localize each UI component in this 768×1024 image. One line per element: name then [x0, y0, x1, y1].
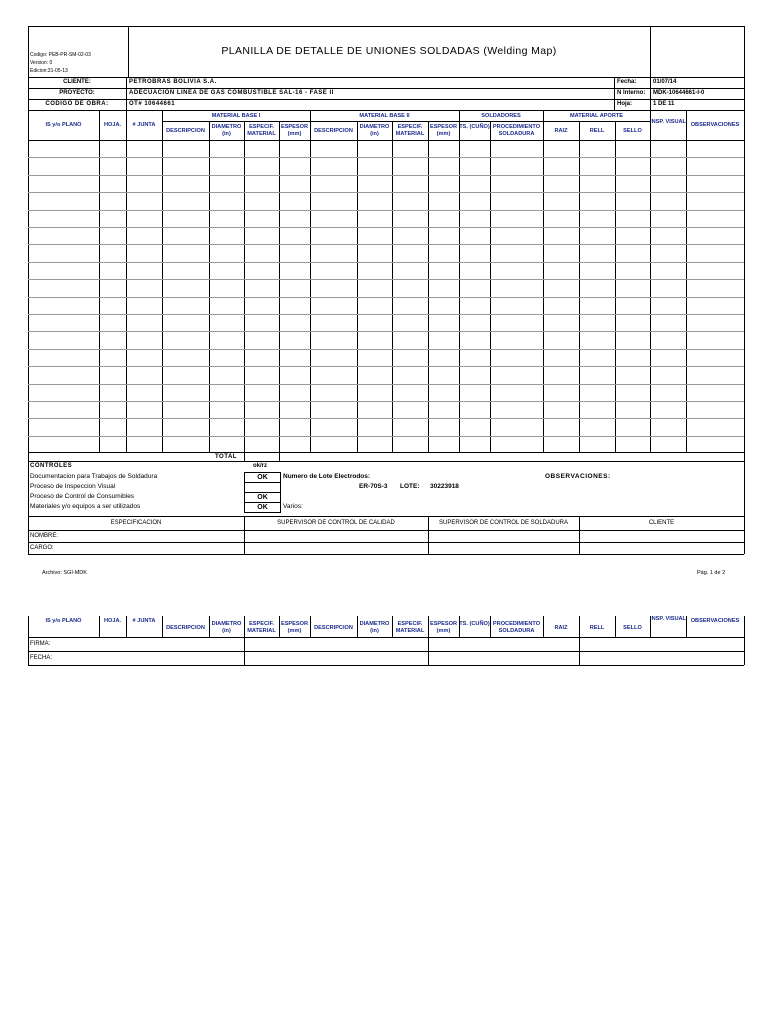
grid-line — [650, 616, 651, 637]
grid-line — [28, 366, 744, 367]
col-is-plano: IS y/o PLANO — [45, 122, 82, 128]
group-material-base-2: MATERIAL BASE II — [359, 113, 410, 119]
grid-line — [209, 616, 210, 637]
sig-header-especificacion: ESPECIFICACION — [110, 520, 162, 526]
grid-line — [357, 140, 358, 452]
col-diametro-1: DIAMETRO (in) — [211, 124, 242, 137]
grid-line — [28, 175, 744, 176]
col-descripcion-2: DESCRIPCION — [314, 128, 353, 134]
col-hoja: HOJA. — [103, 122, 122, 128]
okrz-label: ok/rz — [253, 463, 268, 469]
lote-value: 30223918 — [430, 483, 459, 490]
col-diametro-2: DIAMETRO (in) — [359, 124, 390, 137]
grid-line — [310, 616, 311, 637]
grid-line — [428, 140, 429, 452]
grid-line — [126, 616, 127, 637]
doc-version: Version: 0 — [30, 60, 53, 66]
cargo-label: CARGO: — [30, 545, 54, 551]
col-especif-1: ESPECIF. MATERIAL — [247, 124, 276, 137]
nombre-label: NOMBRE: — [30, 533, 59, 539]
grid-line — [28, 436, 744, 437]
varios-label: Varios: — [283, 503, 303, 510]
grid-line — [279, 452, 280, 461]
total-label: TOTAL — [215, 454, 237, 460]
grid-line — [459, 140, 460, 452]
grid-line — [28, 384, 744, 385]
grid-line — [28, 331, 744, 332]
grid-line — [126, 140, 127, 452]
hoja-label: Hoja: — [617, 101, 632, 107]
observaciones-label: OBSERVACIONES: — [545, 473, 611, 480]
grid-line — [310, 140, 311, 452]
p2-col-raiz: RAIZ — [554, 625, 568, 631]
grid-line — [28, 349, 744, 350]
col-espesor-1: ESPESOR (mm) — [280, 124, 309, 137]
col-junta: # JUNTA — [132, 122, 156, 128]
grid-line — [579, 616, 580, 637]
fecha-label: Fecha: — [617, 79, 637, 85]
interno-label: N Interno: — [617, 90, 646, 96]
grid-line — [244, 140, 245, 452]
grid-line — [615, 140, 616, 452]
codigo-obra-value: OT# 10644661 — [129, 101, 176, 107]
grid-line — [279, 616, 280, 637]
grid-line — [579, 121, 580, 140]
grid-line — [357, 121, 358, 140]
grid-line — [615, 121, 616, 140]
grid-line — [28, 418, 744, 419]
grid-line — [28, 210, 744, 211]
grid-line — [28, 452, 744, 453]
lote-title: Numero de Lote Electrodos: — [283, 473, 371, 480]
grid-line — [28, 297, 744, 298]
grid-line — [162, 140, 163, 452]
grid-line — [28, 192, 744, 193]
grid-line — [392, 140, 393, 452]
grid-line — [126, 110, 127, 140]
control-item-4: Materiales y/o equipos a ser utilizados — [30, 503, 141, 510]
p2-col-especif-1: ESPECIF. MATERIAL — [247, 621, 276, 634]
grid-line — [28, 401, 744, 402]
p2-col-sello: SELLO — [623, 625, 642, 631]
p2-col-observaciones: OBSERVACIONES — [690, 618, 740, 624]
grid-line — [279, 121, 280, 140]
proyecto-value: ADECUACION LINEA DE GAS COMBUSTIBLE SAL-16 - FASE II — [129, 90, 334, 96]
col-especif-2: ESPECIF. MATERIAL — [395, 124, 425, 137]
grid-line — [650, 140, 651, 452]
grid-line — [209, 140, 210, 452]
p2-col-insp-visual: INSP. VISUAL — [650, 616, 686, 622]
col-insp-visual: INSP. VISUAL — [650, 119, 686, 125]
grid-line — [392, 616, 393, 637]
group-material-base-1: MATERIAL BASE I — [211, 113, 261, 119]
sig-header-cliente: CLIENTE — [648, 520, 675, 526]
fecha-value: 01/07/14 — [653, 79, 677, 85]
grid-line — [244, 121, 245, 140]
grid-line — [428, 616, 429, 637]
p2-col-descripcion-2: DESCRIPCION — [314, 625, 353, 631]
control-status-4: OK — [244, 502, 281, 513]
grid-line — [459, 110, 460, 140]
grid-line — [579, 140, 580, 452]
sig-header-calidad: SUPERVISOR DE CONTROL DE CALIDAD — [277, 520, 395, 526]
p2-col-rell: RELL — [589, 625, 605, 631]
p2-col-procedimiento: PROCEDIMIENTO SOLDADURA — [492, 621, 541, 634]
grid-line — [162, 110, 163, 140]
doc-code: Codigo: PEB-PR-SM-02-03 — [30, 52, 91, 58]
grid-line — [686, 140, 687, 452]
grid-line — [28, 314, 744, 315]
grid-line — [28, 244, 744, 245]
p2-col-junta: # JUNTA — [132, 618, 156, 624]
interno-value: MDK-10644661-I-0 — [653, 90, 705, 96]
p2-col-hoja: HOJA. — [103, 618, 122, 624]
group-soldadores: SOLDADORES — [481, 113, 521, 119]
p2-col-espesor-2: ESPESOR (mm) — [429, 621, 458, 634]
col-procedimiento: PROCEDIMIENTO SOLDADURA — [492, 124, 541, 137]
col-descripcion-1: DESCRIPCION — [166, 128, 205, 134]
col-espesor-2: ESPESOR (mm) — [429, 124, 458, 137]
p2-col-diametro-1: DIAMETRO (in) — [211, 621, 242, 634]
grid-line — [244, 616, 245, 637]
grid-line — [28, 157, 744, 158]
codigo-obra-label: CODIGO DE OBRA: — [45, 101, 109, 107]
control-item-1: Documentacion para Trabajos de Soldadura — [30, 473, 158, 480]
p2-col-is-plano: IS y/o PLANO — [45, 618, 82, 624]
control-status-3: OK — [244, 492, 281, 503]
cliente-value: PETROBRAS BOLIVIA S.A. — [129, 79, 217, 85]
col-ts: TS. (CUÑO) — [459, 124, 490, 130]
p2-col-espesor-1: ESPESOR (mm) — [280, 621, 309, 634]
control-item-2: Proceso de Inspeccion Visual — [30, 483, 116, 490]
electrodo-value: ER-70S-3 — [359, 483, 388, 490]
controles-title: CONTROLES — [30, 463, 73, 469]
grid-line — [357, 616, 358, 637]
col-raiz: RAIZ — [554, 128, 568, 134]
doc-edition: Edicion:31-05-13 — [30, 68, 68, 74]
grid-line — [686, 616, 687, 637]
grid-line — [686, 110, 687, 140]
grid-line — [209, 121, 210, 140]
grid-line — [459, 616, 460, 637]
p2-col-diametro-2: DIAMETRO (in) — [359, 621, 390, 634]
grid-line — [490, 140, 491, 452]
col-sello: SELLO — [623, 128, 642, 134]
fecha-sig-label: FECHA: — [30, 655, 53, 661]
grid-line — [28, 227, 744, 228]
grid-line — [490, 121, 491, 140]
grid-line — [28, 279, 744, 280]
control-item-3: Proceso de Control de Consumibles — [30, 493, 135, 500]
grid-line — [310, 110, 311, 140]
grid-line — [99, 140, 100, 452]
grid-line — [490, 616, 491, 637]
page-title: PLANILLA DE DETALLE DE UNIONES SOLDADAS (Welding Map) — [221, 45, 557, 57]
grid-line — [244, 452, 245, 461]
firma-label: FIRMA: — [30, 641, 51, 647]
col-rell: RELL — [589, 128, 605, 134]
grid-line — [650, 110, 651, 140]
cliente-label: CLIENTE: — [63, 79, 91, 85]
grid-line — [392, 121, 393, 140]
grid-line — [99, 110, 100, 140]
group-material-aporte: MATERIAL APORTE — [569, 113, 624, 119]
grid-line — [428, 121, 429, 140]
grid-line — [543, 616, 544, 637]
p2-col-especif-2: ESPECIF. MATERIAL — [395, 621, 425, 634]
grid-line — [99, 616, 100, 637]
lote-label: LOTE: — [400, 483, 420, 490]
hoja-value: 1 DE 11 — [653, 101, 675, 107]
grid-line — [279, 140, 280, 452]
grid-line — [28, 262, 744, 263]
p2-col-descripcion-1: DESCRIPCION — [166, 625, 205, 631]
proyecto-label: PROYECTO: — [59, 90, 95, 96]
grid-line — [615, 616, 616, 637]
sig-header-soldadura: SUPERVISOR DE CONTROL DE SOLDADURA — [438, 520, 569, 526]
grid-line — [543, 140, 544, 452]
archivo-label: Archivo: SGI-MDK — [42, 570, 87, 576]
grid-line — [543, 110, 544, 140]
grid-line — [162, 616, 163, 637]
col-observaciones: OBSERVACIONES — [690, 122, 740, 128]
control-status-1: OK — [244, 472, 281, 483]
page-number: Pág. 1 de 2 — [697, 570, 726, 576]
p2-col-ts: TS. (CUÑO) — [459, 621, 490, 627]
